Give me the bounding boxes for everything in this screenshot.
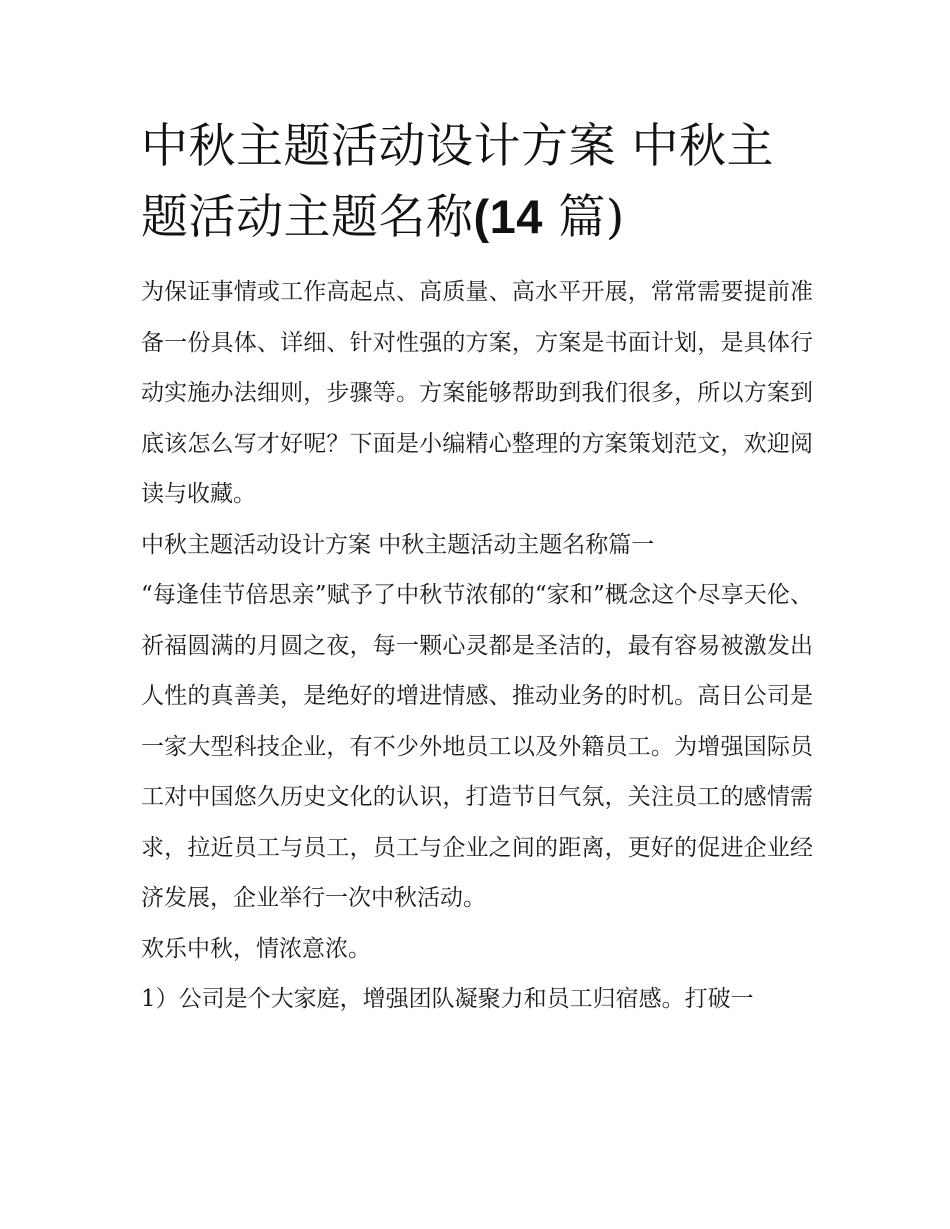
body-paragraph: “每逢佳节倍思亲”赋予了中秋节浓郁的“家和”概念这个尽享天伦、祈福圆满的月圆之夜，每一颗心灵都是圣洁的，最有容易被激发出人性的真善美，是绝好的增进情感、推动业务的时机。高日公司是一家大型科技企业，有不少外地员工以及外籍员工。为增强国际员工对中国悠久历史文化的认识，打造节日气氛，关注员工的感情需求，拉近员工与员工，员工与企业之间的距离，更好的促进企业经济发展，企业举行一次中秋活动。 — [141, 582, 813, 911]
theme-line: 欢乐中秋，情浓意浓。 — [141, 935, 371, 962]
list-item-1: 1）公司是个大家庭，增强团队凝聚力和员工归宿感。打破一 — [141, 986, 754, 1012]
intro-paragraph: 为保证事情或工作高起点、高质量、高水平开展，常常需要提前准备一份具体、详细、针对性强的方案，方案是书面计划，是具体行动实施办法细则，步骤等。方案能够帮助到我们很多，所以方案到底该怎么写才好呢？下面是小编精心整理的方案策划范文，欢迎阅读与收藏。 — [141, 279, 813, 507]
title-count: 14 — [489, 190, 543, 243]
document-page — [141, 112, 813, 1025]
title-paren-open: ( — [473, 190, 490, 243]
title-main-text: 中秋主题活动设计方案 中秋主题活动主题名称 — [141, 119, 774, 245]
section-heading: 中秋主题活动设计方案 中秋主题活动主题名称篇一 — [141, 531, 655, 558]
title-suffix-text: 篇) — [542, 190, 625, 245]
document-title — [141, 112, 813, 253]
